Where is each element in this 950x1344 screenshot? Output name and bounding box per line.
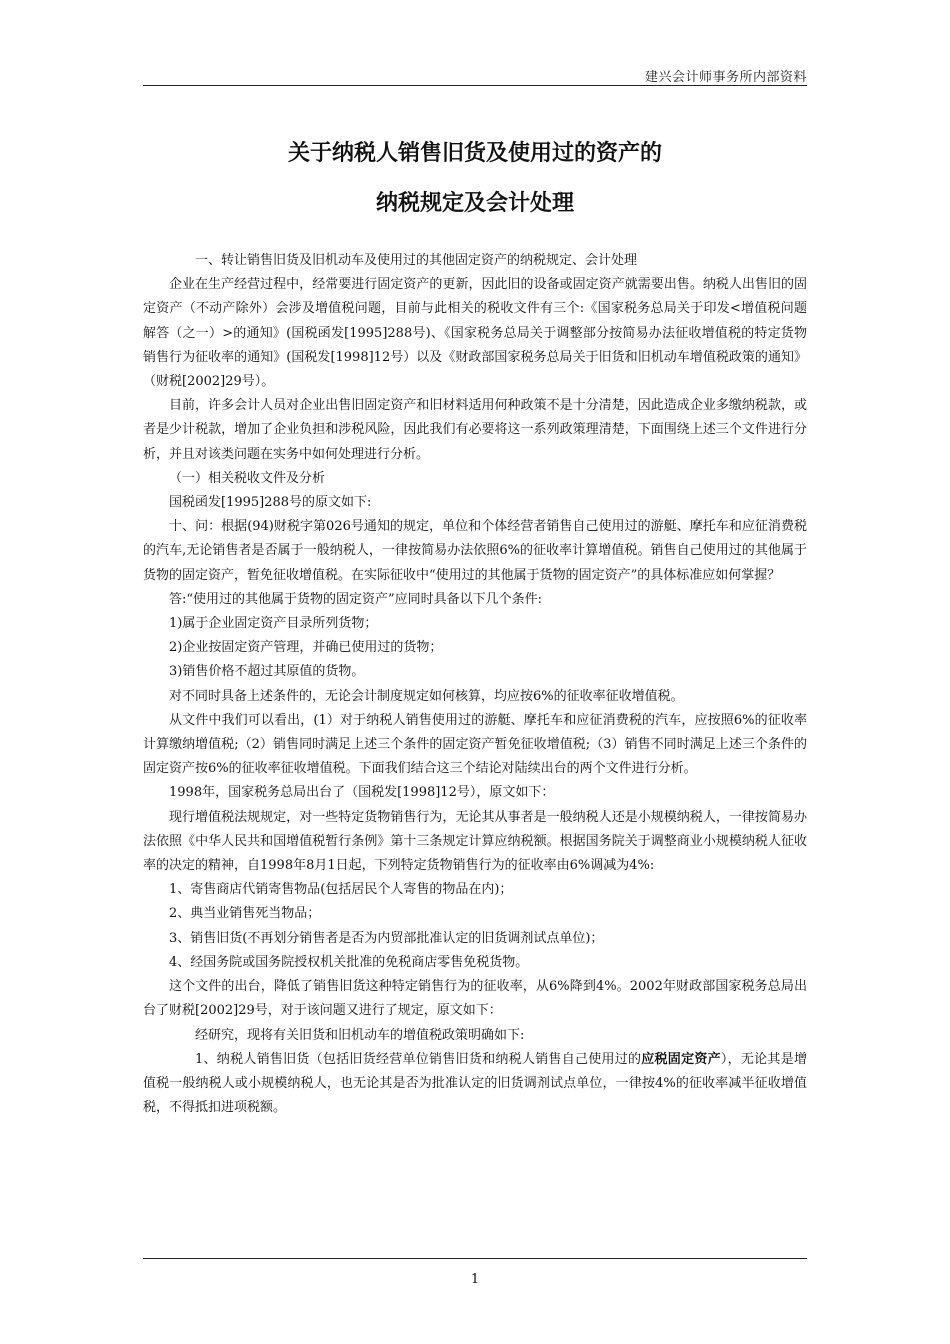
header-org-name: 建兴会计师事务所内部资料 [644,70,807,85]
document-body [143,249,807,1120]
paragraph: 国税函发[1995]288号的原文如下: [169,495,372,511]
header-rule [143,85,807,86]
list-item: 1、寄售商店代销寄售物品(包括居民个人寄售的物品在内)； [169,882,513,898]
paragraph: 答:“使用过的其他属于货物的固定资产”应同时具备以下几个条件: [169,591,543,607]
list-item: 3)销售价格不超过其原值的货物。 [169,664,365,680]
paragraph: 目前，许多会计人员对企业出售旧固定资产和旧材料适用何种政策不是十分清楚，因此造成企业多缴纳税款，或者是少计税款，增加了企业负担和涉税风险，因此我们有必要将这一系列政策理清楚，下面围绕上述三个文件进行分析，并且对该类问题在实务中如何处理进行分析。 [143,398,807,462]
paragraph: 十、问：根据(94)财税字第026号通知的规定，单位和个体经营者销售自己使用过的游艇、摩托车和应征消费税的汽车,无论销售者是否属于一般纳税人，一律按简易办法依照6%的征收率计算增值税。销售自己使用过的其他属于货物的固定资产，暂免征收增值税。在实际征收中“使用过的其他属于货物的固定资产”的具体标准应如何掌握？ [143,519,807,583]
paragraph: 这个文件的出台，降低了销售旧货这种特定销售行为的征收率，从6%降到4%。2002年财政部国家税务总局出台了财税[2002]29号，对于该问题又进行了规定，原文如下： [143,979,807,1019]
paragraph: 从文件中我们可以看出，(1）对于纳税人销售使用过的游艇、摩托车和应征消费税的汽车，应按照6%的征收率计算缴纳增值税;（2）销售同时满足上述三个条件的固定资产暂免征收增值税;（3）销售不同时满足上述三个条件的固定资产按6%的征收率征收增值税。下面我们结合这三个结论对陆续出台的两个文件进行分析。 [143,712,807,777]
document-title-line-2: 纳税规定及会计处理 [375,191,574,216]
list-item: 2、典当业销售死当物品； [169,906,321,922]
list-item: 2)企业按固定资产管理，并确已使用过的货物； [169,640,443,656]
paragraph: 企业在生产经营过程中，经常要进行固定资产的更新，因此旧的设备或固定资产就需要出售。纳税人出售旧的固定资产（不动产除外）会涉及增值税问题，目前与此相关的税收文件有三个:《国家税务总局关于印发<增值税问题解答（之一）>的通知》(国税函发[1995]288号)、《国家税务总局关于调整部分按简易办法征收增值税的特定货物销售行为征收率的通知》(国税发[1998]12号）以及《财政部国家税务总局关于旧货和旧机动车增值税政策的通知》（财税[2002]29号）。 [143,277,807,390]
section-heading: 一、转让销售旧货及旧机动车及使用过的其他固定资产的纳税规定、会计处理 [195,253,638,268]
list-item: 1)属于企业固定资产目录所列货物； [169,616,378,632]
bold-term: 应税固定资产 [641,1051,721,1067]
document-title-line-1: 关于纳税人销售旧货及使用过的资产的 [287,141,662,166]
subsection-heading: （一）相关税收文件及分析 [169,470,326,486]
list-item: 4、经国务院或国务院授权机关批准的免税商店零售免税货物。 [169,954,529,970]
paragraph [143,1048,807,1121]
paragraph: 1998年，国家税务总局出台了（国税发[1998]12号），原文如下： [169,785,555,801]
paragraph: 经研究，现将有关旧货和旧机动车的增值税政策明确如下: [195,1027,525,1043]
footer-rule [143,1258,807,1259]
text-run: ），无论其是增值税一般纳税人或小规模纳税人，也无论其是否为批准认定的旧货调剂试点单位，一律按4%的征收率减半征收增值税，不得抵扣进项税额。 [143,1051,807,1116]
paragraph: 对不同时具备上述条件的，无论会计制度规定如何核算，均应按6%的征收率征收增值税。 [169,688,684,704]
list-item: 3、销售旧货(不再划分销售者是否为内贸部批准认定的旧货调剂试点单位)； [169,930,604,946]
text-run: 1、纳税人销售旧货（包括旧货经营单位销售旧货和纳税人销售自己使用过的 [195,1051,642,1067]
paragraph: 现行增值税法规规定，对一些特定货物销售行为，无论其从事者是一般纳税人还是小规模纳税人，一律按简易办法依照《中华人民共和国增值税暂行条例》第十三条规定计算应纳税额。根据国务院关于调整商业小规模纳税人征收率的决定的精神，自1998年8月1日起，下列特定货物销售行为的征收率由6%调减为4%: [143,809,807,874]
page-number: 1 [470,1272,480,1287]
